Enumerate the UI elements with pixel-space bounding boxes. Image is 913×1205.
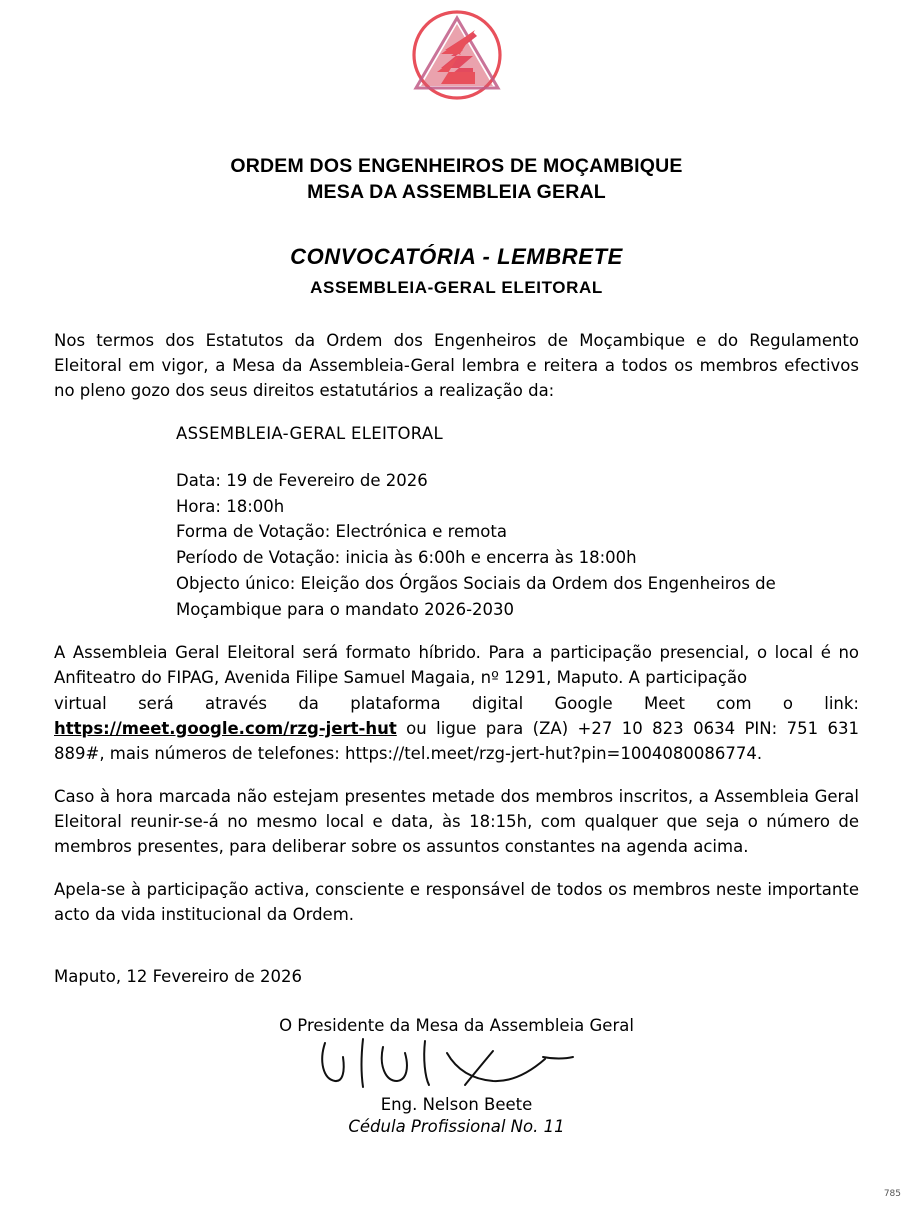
oem-logo-svg bbox=[401, 10, 513, 122]
meeting-heading: ASSEMBLEIA-GERAL ELEITORAL bbox=[176, 423, 443, 443]
detail-time: Hora: 18:00h bbox=[176, 496, 285, 516]
signature-block bbox=[0, 1016, 913, 1136]
document-title-block bbox=[0, 244, 913, 298]
google-meet-link[interactable]: https://meet.google.com/rzg-jert-hut bbox=[54, 718, 397, 738]
signer-cedula: Cédula Profissional No. 11 bbox=[348, 1117, 565, 1137]
appeal-paragraph: Apela-se à participação activa, consciente e responsável de todos os membros neste importante acto da vida institucional da Ordem. bbox=[54, 879, 859, 925]
signer-name: Eng. Nelson Beete bbox=[380, 1095, 533, 1115]
org-name: ORDEM DOS ENGENHEIROS DE MOÇAMBIQUE bbox=[230, 155, 683, 177]
meeting-details-block bbox=[176, 421, 859, 622]
detail-object: Objecto único: Eleição dos Órgãos Sociais da Ordem dos Engenheiros de Moçambique para o mandato 2026-2030 bbox=[176, 573, 776, 619]
hybrid-paragraph bbox=[54, 640, 859, 765]
detail-voting-mode: Forma de Votação: Electrónica e remota bbox=[176, 522, 507, 542]
page-number: 785 bbox=[883, 1189, 901, 1199]
hybrid-text-1: A Assembleia Geral Eleitoral será formato híbrido. Para a participação presencial, o local é no Anfiteatro do FIPAG, Avenida Filipe Samuel Magaia, nº 1291, Maputo. A participação bbox=[54, 643, 859, 688]
signature-svg bbox=[297, 1037, 617, 1093]
oem-logo bbox=[401, 10, 513, 122]
document-body bbox=[54, 328, 859, 928]
page-subtitle: ASSEMBLEIA-GERAL ELEITORAL bbox=[310, 277, 603, 297]
quorum-paragraph: Caso à hora marcada não estejam presentes metade dos membros inscritos, a Assembleia Geral Eleitoral reunir-se-á no mesmo local e data, às 18:15h, com qualquer que seja o número de membros presentes, para deliberar sobre os assuntos constantes na agenda acima. bbox=[54, 786, 859, 856]
hybrid-text-3: ou ligue para (ZA) +27 10 823 0634 PIN: 751 631 889#, mais números de telefones: https://tel.meet/rzg-jert-hut?pin=1004080086774. bbox=[54, 718, 859, 763]
hybrid-text-2: virtual será através da plataforma digital Google Meet com o link: bbox=[54, 693, 859, 713]
detail-date: Data: 19 de Fevereiro de 2026 bbox=[176, 470, 428, 490]
org-body: MESA DA ASSEMBLEIA GERAL bbox=[307, 181, 606, 204]
logo-container bbox=[0, 0, 913, 125]
page-title: CONVOCATÓRIA - LEMBRETE bbox=[290, 243, 623, 269]
place-date: Maputo, 12 Fevereiro de 2026 bbox=[54, 967, 303, 987]
detail-voting-period: Período de Votação: inicia às 6:00h e encerra às 18:00h bbox=[176, 548, 637, 568]
intro-paragraph: Nos termos dos Estatutos da Ordem dos Engenheiros de Moçambique e do Regulamento Eleitoral em vigor, a Mesa da Assembleia-Geral lembra e reitera a todos os membros efectivos no pleno gozo dos seus direitos estatutários a realização da: bbox=[54, 330, 859, 400]
organisation-header bbox=[0, 153, 913, 206]
signer-title: O Presidente da Mesa da Assembleia Geral bbox=[279, 1016, 634, 1036]
handwritten-signature bbox=[0, 1037, 913, 1093]
